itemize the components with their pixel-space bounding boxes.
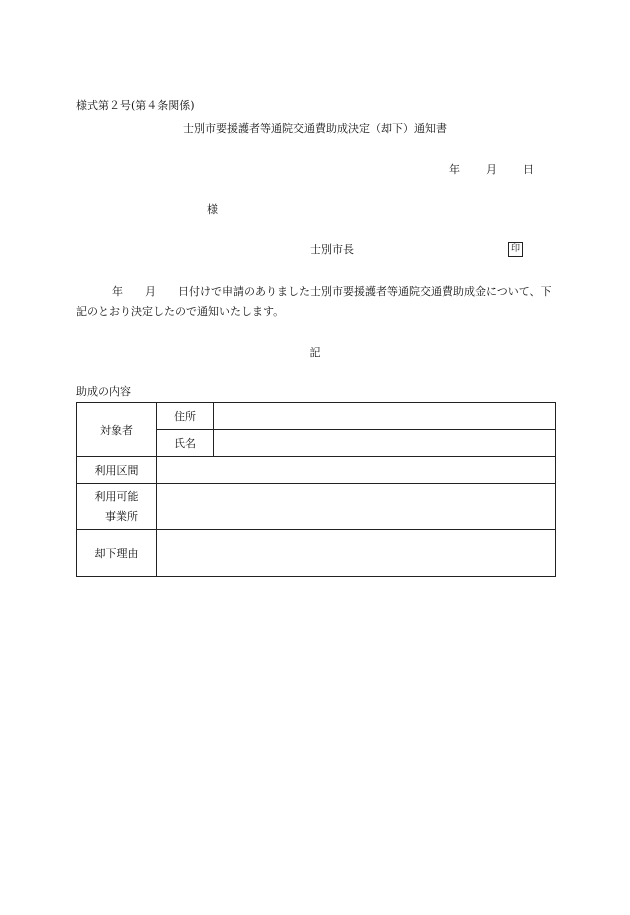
month-label: 月 (486, 163, 497, 176)
notification-body: 年 月 日付けで申請のありました士別市要援護者等通院交通費助成金について、下記のとおり決定したので通知いたします。 (76, 285, 552, 318)
table-row-address (77, 403, 556, 430)
year-label: 年 (449, 163, 460, 176)
name-field[interactable] (214, 430, 556, 457)
seal-mark: 印 (508, 242, 523, 257)
document-title: 士別市要援護者等通院交通費助成決定（却下）通知書 (183, 122, 447, 135)
address-field[interactable] (214, 403, 556, 430)
provider-label (77, 484, 157, 530)
issuer-name: 士別市長 (310, 243, 354, 256)
section-heading: 助成の内容 (76, 385, 131, 398)
record-mark: 記 (309, 346, 321, 359)
provider-field[interactable] (157, 484, 556, 530)
provider-label-line2: 事業所 (105, 509, 138, 523)
reject-reason-field[interactable] (157, 530, 556, 577)
form-number: 様式第２号(第４条関係) (76, 99, 195, 112)
route-label: 利用区間 (77, 457, 157, 484)
addressee-honorific: 様 (207, 203, 218, 216)
provider-label-line1: 利用可能 (94, 489, 139, 503)
content-table (76, 402, 556, 577)
route-field[interactable] (157, 457, 556, 484)
reject-reason-label: 却下理由 (77, 530, 157, 577)
subject-label: 対象者 (77, 403, 157, 457)
table-row-provider (77, 484, 556, 530)
address-label: 住所 (157, 403, 214, 430)
table-row-reject-reason (77, 530, 556, 577)
table-row-route (77, 457, 556, 484)
day-label: 日 (523, 163, 534, 176)
date-line (449, 164, 534, 175)
name-label: 氏名 (157, 430, 214, 457)
